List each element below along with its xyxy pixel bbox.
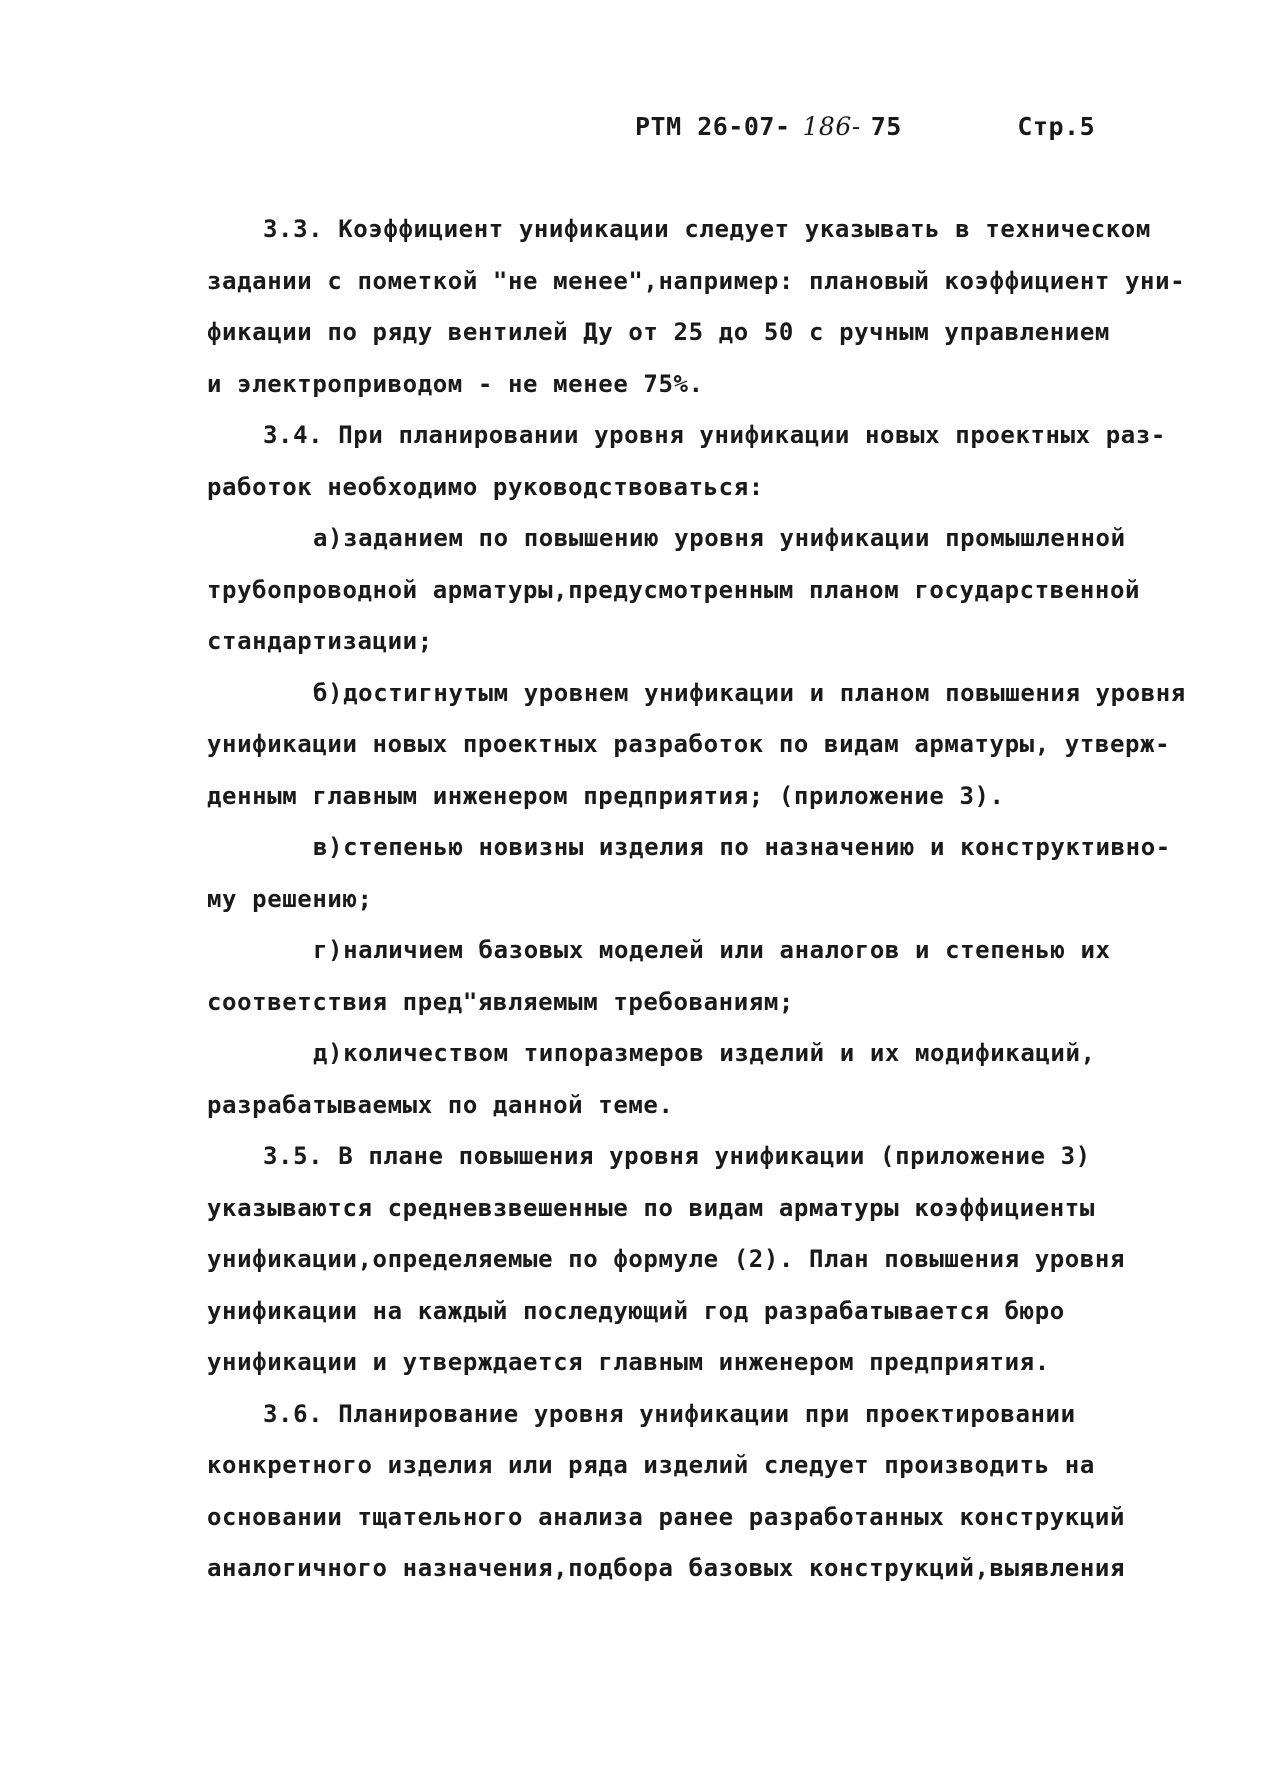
list-item-d xyxy=(207,1028,1217,1131)
text-line: аналогичного назначения,подбора базовых конструкций,выявления xyxy=(207,1554,1126,1582)
list-item-v xyxy=(207,822,1217,925)
paragraph-3-3 xyxy=(207,204,1217,410)
text-line: разрабатываемых по данной теме. xyxy=(207,1090,674,1119)
text-line: а)заданием по повышению уровня унификации промышленной xyxy=(313,524,1126,552)
text-line: фикации по ряду вентилей Ду от 25 до 50 с ручным управлением xyxy=(207,318,1110,346)
page-header xyxy=(635,112,1095,141)
document-number-handwritten: 186- xyxy=(802,112,861,141)
text-line: д)количеством типоразмеров изделий и их модификаций, xyxy=(313,1039,1096,1067)
paragraph-3-4 xyxy=(207,410,1217,513)
text-line: 3.3. Коэффициент унификации следует указывать в техническом xyxy=(263,215,1151,243)
document-year: 75 xyxy=(870,112,902,141)
text-line: унификации и утверждается главным инженером предприятия. xyxy=(207,1348,1050,1376)
text-line: г)наличием базовых моделей или аналогов и степенью их xyxy=(313,936,1111,964)
text-line: трубопроводной арматуры,предусмотренным планом государственной xyxy=(207,575,1141,604)
text-line: соответствия пред"являемым требованиям; xyxy=(207,987,794,1016)
paragraph-3-6 xyxy=(207,1389,1217,1595)
body-text xyxy=(207,204,1217,1595)
text-line: в)степенью новизны изделия по назначению и конструктивно- xyxy=(313,833,1171,861)
text-line: 3.6. Планирование уровня унификации при проектировании xyxy=(263,1399,1076,1428)
text-line: унификации,определяемые по формуле (2). План повышения уровня xyxy=(207,1245,1126,1273)
text-line: унификации на каждый последующий год разрабатывается бюро xyxy=(207,1296,1065,1325)
list-item-b xyxy=(207,668,1217,823)
text-line: унификации новых проектных разработок по видам арматуры, утверж- xyxy=(207,730,1171,758)
text-line: стандартизации; xyxy=(207,627,433,655)
text-line: работок необходимо руководствоваться: xyxy=(207,472,764,501)
text-line: задании с пометкой "не менее",например: плановый коэффициент уни- xyxy=(207,266,1186,295)
text-line: и электроприводом - не менее 75%. xyxy=(207,369,704,398)
text-line: 3.5. В плане повышения уровня унификации (приложение 3) xyxy=(263,1142,1091,1170)
list-item-a xyxy=(207,513,1217,668)
text-line: денным главным инженером предприятия; (приложение 3). xyxy=(207,781,1005,810)
text-line: конкретного изделия или ряда изделий следует производить на xyxy=(207,1451,1095,1479)
text-line: му решению; xyxy=(207,884,373,913)
paragraph-3-5 xyxy=(207,1131,1217,1389)
text-line: 3.4. При планировании уровня унификации новых проектных раз- xyxy=(263,421,1166,449)
text-line: б)достигнутым уровнем унификации и планом повышения уровня xyxy=(313,678,1186,707)
list-item-g xyxy=(207,925,1217,1028)
page-number: Стр.5 xyxy=(1017,112,1096,141)
text-line: основании тщательного анализа ранее разработанных конструкций xyxy=(207,1502,1126,1531)
document-code: РТМ 26-07- xyxy=(635,112,791,141)
text-line: указываются средневзвешенные по видам арматуры коэффициенты xyxy=(207,1193,1095,1222)
